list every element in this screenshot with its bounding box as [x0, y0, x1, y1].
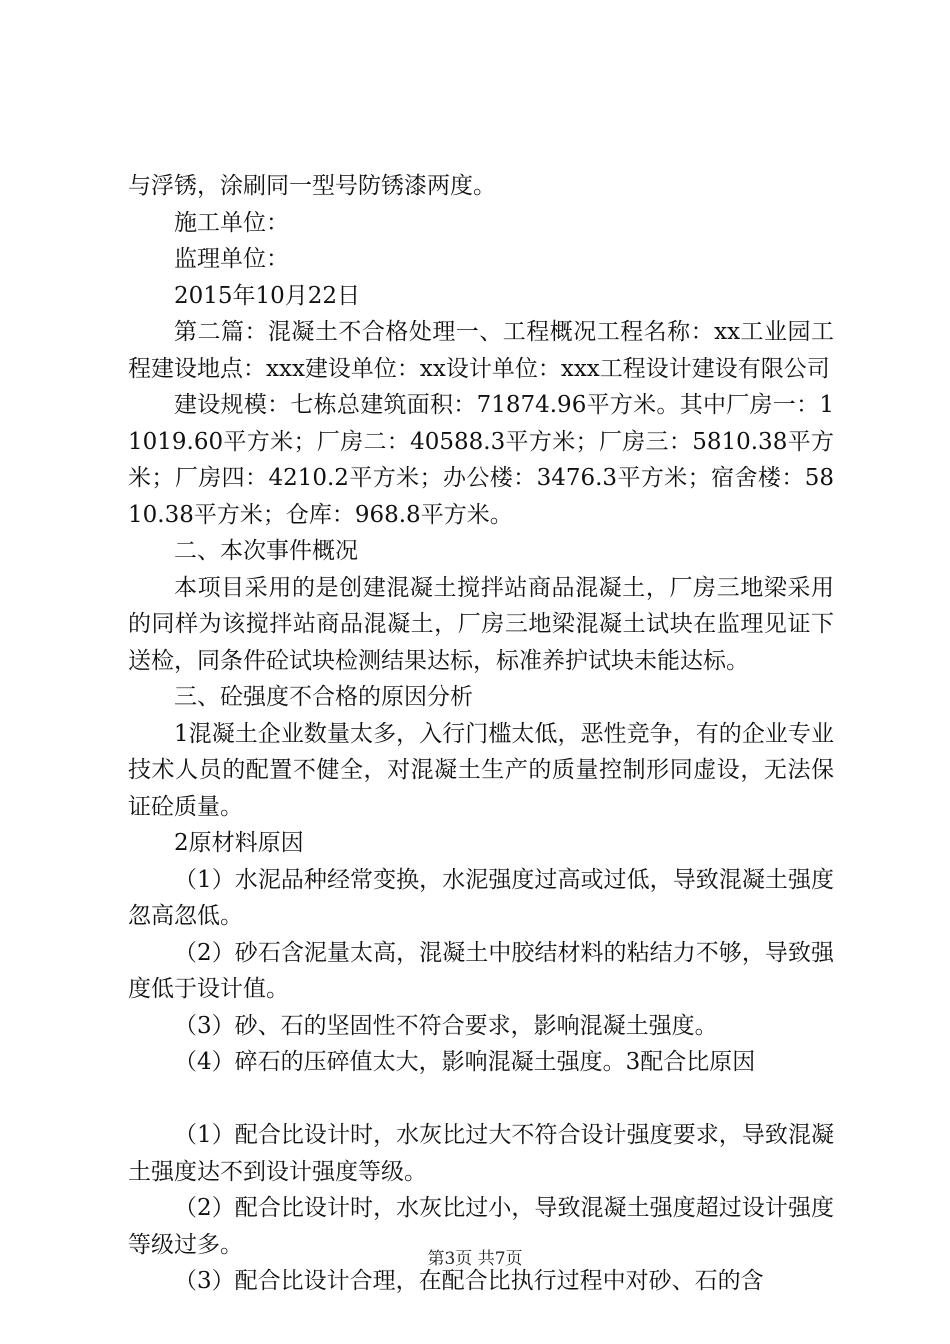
paragraph-12: （1）水泥品种经常变换，水泥强度过高或过低，导致混凝土强度忽高忽低。 [128, 866, 834, 929]
blank-line [128, 1081, 834, 1118]
paragraph-4: 2015年10月22日 [174, 282, 361, 309]
paragraph-18: （3）配合比设计合理，在配合比执行过程中对砂、石的含 [174, 1268, 764, 1294]
paragraph-2: 施工单位： [174, 209, 289, 236]
paragraph-10: 1混凝土企业数量太多，入行门槛太低，恶性竞争，有的企业专业技术人员的配置不健全，对混凝土生产的质量控制形同虚设，无法保证砼质量。 [128, 720, 834, 820]
page-footer: 第3页 共7页 [427, 1249, 523, 1269]
paragraph-9: 三、砼强度不合格的原因分析 [174, 684, 473, 710]
paragraph-16: （1）配合比设计时，水灰比过大不符合设计强度要求，导致混凝土强度达不到设计强度等级。 [128, 1122, 834, 1185]
paragraph-1: 与浮锈，涂刷同一型号防锈漆两度。 [128, 173, 496, 199]
paragraph-15: （4）碎石的压碎值太大，影响混凝土强度。3配合比原因 [174, 1049, 756, 1075]
paragraph-13: （2）砂石含泥量太高，混凝土中胶结材料的粘结力不够，导致强度低于设计值。 [128, 939, 834, 1002]
paragraph-17: （2）配合比设计时，水灰比过小，导致混凝土强度超过设计强度等级过多。 [128, 1195, 834, 1258]
paragraph-8: 本项目采用的是创建混凝土搅拌站商品混凝土，厂房三地梁采用的同样为该搅拌站商品混凝土，厂房三地梁混凝土试块在监理见证下送检，同条件砼试块检测结果达标，标准养护试块未能达标。 [128, 574, 834, 674]
paragraph-5: 第二篇：混凝土不合格处理一、工程概况工程名称：xx工业园工程建设地点：xxx建设单位：xx设计单位：xxx工程设计建设有限公司 [128, 319, 834, 382]
paragraph-6: 建设规模：七栋总建筑面积：71874.96平方米。其中厂房一：11019.60平方米；厂房二：40588.3平方米；厂房三：5810.38平方米；厂房四：4210.2平方米；办公楼：3476.3平方米；宿舍楼：5810.38平方米；仓库：968.8平方米。 [128, 392, 834, 528]
document-body [128, 168, 834, 1300]
paragraph-11: 2原材料原因 [174, 830, 304, 856]
paragraph-7: 二、本次事件概况 [174, 538, 358, 564]
paragraph-3: 监理单位： [174, 246, 289, 272]
paragraph-14: （3）砂、石的坚固性不符合要求，影响混凝土强度。 [174, 1012, 718, 1039]
